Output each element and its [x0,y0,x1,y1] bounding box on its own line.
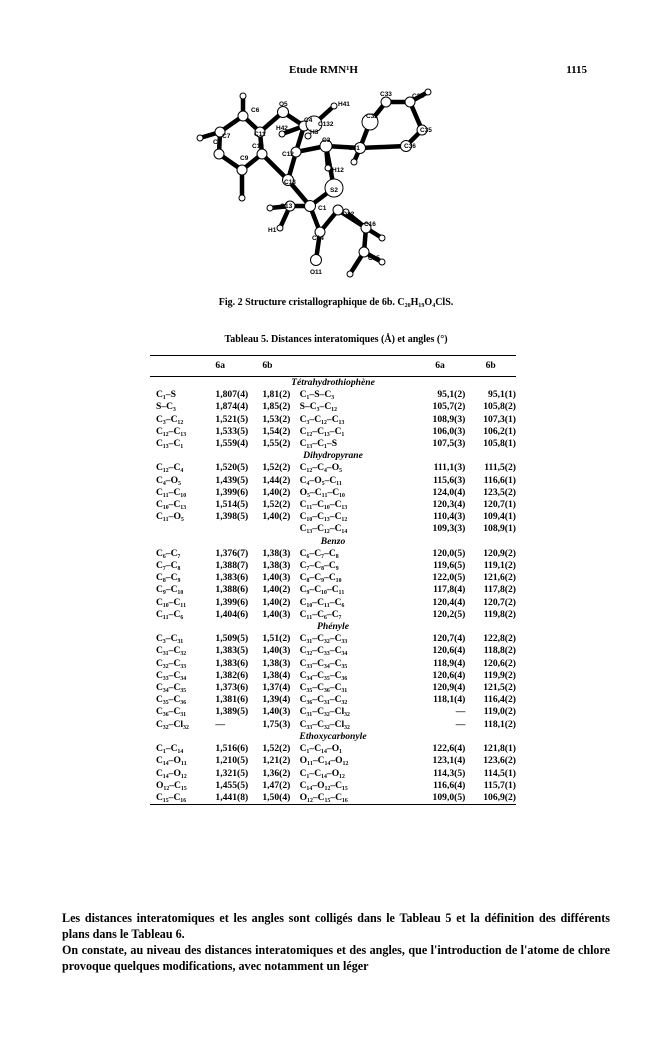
atom-label: C31 [348,145,360,152]
atom-circle [351,159,357,165]
table-cell: C₃₄–C₃₅ [156,682,187,694]
table-cell: 1,21(2) [262,755,291,767]
atom-label: C6 [251,107,260,114]
table-cell: 1,39(4) [262,694,291,706]
table-cell: C₃₃–C₃₄–C₃₅ [299,657,348,669]
table-row [150,658,516,670]
table-cell: 116,4(2) [483,694,516,706]
table-cell: 1,52(2) [262,499,291,511]
table-cell: — [215,718,226,730]
table-cell: 1,321(5) [215,767,249,779]
table-cell: 1,383(5) [215,645,249,657]
atom-label: H3 [310,129,319,136]
table-row [150,645,516,657]
atom-label: H1 [268,227,277,234]
table-cell: 1,516(6) [215,743,249,755]
atom-label: C12 [282,151,294,158]
col-header [300,356,415,377]
table-cell: C₃₅–C₃₆ [156,694,187,706]
table-cell: 120,6(2) [483,657,516,669]
table-cell: 116,6(4) [433,779,466,791]
table-cell: 1,441(8) [209,792,262,805]
atom-circle [347,271,353,277]
table-cell: 1,373(6) [215,682,249,694]
table-cell: 109,3(3) [432,523,466,535]
atom-label: S2 [330,187,338,194]
table-row [150,719,516,731]
paragraph: Les distances interatomiques et les angles sont colligés dans le Tableau 5 et la définition des différents plans dans le Tableau 6. [62,911,610,941]
table-cell: 1,40(2) [262,511,291,523]
bond-line [360,146,406,148]
table-row [150,487,516,499]
table-cell: 1,404(6) [215,608,249,620]
atom-label: C1 [318,205,327,212]
table-cell: 1,874(4) [215,401,249,413]
table-row [150,609,516,621]
atom-circle [214,149,224,159]
table-header-row [150,356,516,377]
table-row [150,755,516,767]
table-cell: S–C₃ [156,401,176,413]
table-cell: C₁₁–C₁₀ [156,486,187,498]
table-cell: C₇–C₈–C₉ [299,560,339,572]
table-cell: C₁₄–O₁₂ [156,767,187,779]
atom-label: C15 [368,255,380,262]
table-cell: C₄–O₅–C₁₁ [299,474,343,486]
table-cell: C₁₂–C₁₃ [156,425,187,437]
atom-circle [278,107,289,118]
table-cell: 1,55(2) [262,438,291,450]
table-cell: 115,7(1) [483,779,516,791]
atom-circle [305,201,316,212]
table-cell: 123,6(2) [483,755,516,767]
table-cell: 118,8(2) [483,645,516,657]
table-cell: C₁–C₁₄ [156,743,184,755]
table-row [150,523,516,535]
table-cell: C₁₁–O₅ [156,511,184,523]
table-cell: 119,8(2) [483,608,516,620]
table-cell: O₅–C₁₁–C₁₀ [299,486,345,498]
atom-label: C9 [240,155,249,162]
atom-label: C132 [318,121,334,128]
atom-label: C32 [366,113,378,120]
table-cell: 120,9(4) [432,682,466,694]
table-cell: 105,8(2) [483,401,516,413]
table-cell: 1,50(4) [262,792,299,805]
table-row [150,475,516,487]
table-row [150,633,516,645]
table-cell: 109,4(1) [483,511,516,523]
table-cell: 120,6(4) [432,669,466,681]
atom-label: C10 [252,143,264,150]
table-cell: C₉–C₁₀–C₁₁ [299,584,345,596]
table-cell: C₃₃–C₃₂–Cl₃₂ [299,718,350,730]
table-row [150,792,516,805]
table-cell: 1,40(3) [262,645,291,657]
table-cell: C₃₆–C₃₁–C₃₂ [299,694,348,706]
atom-label: C33 [380,91,392,98]
table-cell: 1,81(2) [262,389,291,401]
table-cell: C₁₃–C₁ [156,438,184,450]
table-cell: C₁₀–C₁₁–C₆ [299,596,345,608]
atom-circle [267,205,273,211]
table-row [150,670,516,682]
atom-label: C14 [312,235,324,242]
table-cell [262,523,299,535]
table-cell: 119,1(2) [483,560,516,572]
table-cell: C₁₁–C₆ [156,608,184,620]
table-cell: 1,52(2) [262,743,291,755]
atom-label: C7 [222,133,231,140]
table-row [150,462,516,474]
atom-circle [325,165,331,171]
table-cell: C₁–C₁₄–O₁₂ [299,767,345,779]
table-cell: 118,9(4) [433,657,466,669]
table-cell: 1,47(2) [262,779,291,791]
table-cell: 1,36(2) [262,767,291,779]
atom-label: C35 [420,127,432,134]
table-cell: 1,389(5) [215,706,249,718]
table-cell: 120,7(2) [483,596,516,608]
table-cell: 122,6(4) [432,743,466,755]
table-cell: C₁₁–C₁₀–C₁₃ [299,499,348,511]
section-title-row [150,377,516,390]
table-cell: O₁₁–C₁₄–O₁₂ [299,755,349,767]
atom-label: O12 [342,211,355,218]
table-cell: 1,38(3) [262,560,291,572]
table-row [150,682,516,694]
table-row [150,584,516,596]
table-cell: 117,8(2) [483,584,516,596]
table-cell: 1,38(3) [262,547,291,559]
table-cell: 118,1(2) [483,718,516,730]
table-row [150,414,516,426]
table-cell: C₈–C₉–C₁₀ [299,572,342,584]
table-cell: 1,398(5) [215,511,249,523]
table-cell: 1,85(2) [262,401,291,413]
section-title: Benzo [320,535,346,547]
table-cell: 1,807(4) [215,389,249,401]
table-row [150,401,516,413]
table-cell: C₁₅–C₁₆ [150,792,209,805]
table-cell: 1,399(6) [215,596,249,608]
crystal-structure-figure [196,88,436,308]
table-cell: 120,0(5) [432,547,466,559]
table-cell: C₃–C₁₂ [156,413,184,425]
table-cell: 1,38(4) [262,669,291,681]
atom-label: C16 [364,221,376,228]
table-cell: 1,533(5) [215,425,249,437]
section-title: Tétrahydrothiophène [291,377,375,388]
table-cell: O₁₂–C₁₅ [156,779,187,791]
table-cell: 110,4(3) [433,511,466,523]
table-row [150,511,516,523]
atom-label: C11 [254,131,266,138]
table-cell: 117,8(4) [433,584,466,596]
table-cell: 1,455(5) [215,779,249,791]
table-cell: 121,5(2) [483,682,516,694]
table-cell: C₁–S–C₃ [299,389,335,401]
atom-circle [331,103,337,109]
table-cell: 120,9(2) [483,547,516,559]
table-cell: C₃₁–C₃₂ [156,645,187,657]
figure-caption: Fig. 2 Structure cristallographique de 6b. C₂₀H₁₉O₄ClS. [218,297,454,308]
table-cell: 119,0(2) [483,706,516,718]
atom-label: C13 [284,179,296,186]
table-cell: — [455,718,466,730]
table-cell: O₁₂–C₁₅–C₁₆ [300,792,415,805]
table-cell: 95,1(1) [488,389,516,401]
col-header-6a: 6a [415,356,466,377]
table-cell: C₃₅–C₃₆–C₃₁ [299,682,348,694]
table-row [150,499,516,511]
table-cell: 95,1(2) [437,389,466,401]
distances-angles-table [150,355,516,805]
paragraph: On constate, au niveau des distances interatomiques et des angles, que l'introduction de l'atome de chlore provoque quelques modifications, avec notamment un léger [62,943,610,973]
section-title-row [150,450,516,462]
table-cell: 118,1(4) [433,694,466,706]
page-number: 1115 [566,64,587,76]
table-cell: 120,6(4) [432,645,466,657]
table-cell: 1,381(6) [215,694,249,706]
table-cell: 116,6(1) [483,474,516,486]
table-cell: C₃₃–C₃₄ [156,669,187,681]
table-cell: C₈–C₉ [156,572,181,584]
table-cell: 1,40(2) [262,596,291,608]
atom-label: C36 [404,143,416,150]
table-cell: 1,382(6) [215,669,249,681]
col-header-6b: 6b [465,356,516,377]
table-row [150,706,516,718]
table-cell: C₃₂–C₃₃ [156,657,187,669]
table-cell: 1,40(3) [262,706,291,718]
table-cell: 1,509(5) [215,633,249,645]
table-cell: 122,0(5) [432,572,466,584]
table-cell: 1,376(7) [215,547,249,559]
table-cell: C₉–C₁₀ [156,584,184,596]
atom-label: C34 [412,93,424,100]
table-row [150,597,516,609]
table-cell: 120,7(4) [432,633,466,645]
table-cell: 1,51(2) [262,633,291,645]
table-cell: 108,9(3) [432,413,466,425]
col-header [150,356,209,377]
table-cell: 105,8(1) [483,438,516,450]
table-cell: S–C₃–C₁₂ [299,401,338,413]
table-cell: 123,5(2) [483,486,516,498]
col-header-6a: 6a [209,356,262,377]
table-cell: C₆–C₇–C₈ [299,547,339,559]
table-cell: 1,559(4) [215,438,249,450]
table-cell: 1,52(2) [262,462,291,474]
table-row [150,768,516,780]
table-cell: 109,0(5) [415,792,466,805]
table-row [150,389,516,401]
table-cell: 1,40(3) [262,572,291,584]
table-row [150,548,516,560]
table-cell: C₁₃–C₁₂–C₁₄ [299,523,348,535]
section-title-row [150,536,516,548]
atom-circle [238,111,248,121]
table-cell: C₃₁–C₃₂–Cl₃₂ [299,706,350,718]
table-cell: 120,4(4) [432,596,466,608]
table-cell: 120,2(5) [432,608,466,620]
section-title-row [150,621,516,633]
table-cell: — [455,706,466,718]
atom-label: O11 [310,269,322,276]
table-cell: 1,521(5) [215,413,249,425]
table-cell: 124,0(4) [432,486,466,498]
table-cell: C₆–C₇ [156,547,181,559]
table-cell: C₃₂–Cl₃₂ [156,718,189,730]
table-cell: 114,3(5) [433,767,466,779]
atom-circle [237,165,247,175]
table-cell: 1,75(3) [262,718,291,730]
table-cell: 1,44(2) [262,474,291,486]
table-cell: 1,40(2) [262,486,291,498]
atom-circle [425,89,431,95]
table-cell: 1,520(5) [215,462,249,474]
table-cell: 1,37(4) [262,682,291,694]
col-header-6b: 6b [262,356,299,377]
table-cell: C₇–C₈ [156,560,181,572]
table-cell: C₁₄–O₁₁ [156,755,187,767]
table-cell: C₁₄–O₁₂–C₁₅ [299,779,348,791]
table-row [150,426,516,438]
atom-label: H41 [338,101,350,108]
table-cell: 1,383(6) [215,572,249,584]
table-cell: 119,9(2) [483,669,516,681]
table-cell: 108,9(1) [483,523,516,535]
table-cell: 1,54(2) [262,425,291,437]
table-cell: 107,3(1) [483,413,516,425]
atom-label: H12 [332,167,344,174]
section-title-row [150,731,516,743]
table-cell [150,523,209,535]
table-cell: 1,514(5) [215,499,249,511]
atom-circle [311,255,322,266]
table-cell: C₃–C₁₂–C₁₃ [299,413,345,425]
table-cell: 105,7(2) [432,401,466,413]
table-row [150,743,516,755]
table-cell: C₁₂–C₁₃–C₁ [299,425,345,437]
atom-label: H42 [276,125,288,132]
table-cell: 121,8(1) [483,743,516,755]
table-cell: C₁₁–C₆–C₇ [299,608,342,620]
table-cell: 106,9(2) [465,792,516,805]
table-cell: 1,399(6) [215,486,249,498]
table-cell: C₃–C₃₁ [156,633,184,645]
table-cell: 106,0(3) [432,425,466,437]
atom-label: O5 [279,101,288,108]
table-cell: C₄–O₅ [156,474,181,486]
atom-circle [257,149,267,159]
section-title: Dihydropyrane [303,450,363,462]
atom-circle [197,135,203,141]
table-cell: 1,210(5) [215,755,249,767]
atom-circle [240,93,246,99]
atom-circle [381,97,391,107]
table-cell: 1,40(2) [262,584,291,596]
table-cell: 1,388(7) [215,560,249,572]
table-cell: 111,5(2) [484,462,516,474]
table-cell: C₃₂–C₃₃–C₃₄ [299,645,348,657]
table-cell: 1,38(3) [262,657,291,669]
table-cell: 114,5(1) [483,767,516,779]
table-cell: C₃₆–C₃₁ [156,706,187,718]
table-cell: C₁₀–C₁₃–C₁₂ [299,511,348,523]
section-title: Phényle [317,621,349,633]
table-cell: 1,388(6) [215,584,249,596]
table-cell [209,523,262,535]
atom-label: C3 [322,137,331,144]
table-cell: 1,53(2) [262,413,291,425]
table-cell: 120,7(1) [483,499,516,511]
atom-circle [277,225,283,231]
table-cell: 123,1(4) [432,755,466,767]
table-cell: 1,439(5) [215,474,249,486]
table-cell: C₁₀–C₁₁ [156,596,187,608]
running-title: Etude RMN¹H [289,64,358,76]
table-cell: C₁–C₁₄–O₁ [299,743,343,755]
table-cell: 115,6(3) [433,474,466,486]
atom-label: C8 [213,139,222,146]
atom-label: O13 [280,203,293,210]
table-cell: 111,1(3) [433,462,466,474]
table-cell: 107,5(3) [432,438,466,450]
table-cell: C₃₄–C₃₅–C₃₆ [299,669,348,681]
table-row [150,694,516,706]
atom-circle [379,235,385,241]
table-cell: 122,8(2) [483,633,516,645]
table-cell: C₃₁–C₃₂–C₃₃ [299,633,348,645]
table-cell: 1,383(6) [215,657,249,669]
table-cell: C₁₂–C₄–O₅ [299,462,343,474]
table-cell: 121,6(2) [483,572,516,584]
atom-circle [239,195,245,201]
table-cell: 1,40(3) [262,608,291,620]
section-title: Ethoxycarbonyle [299,730,367,742]
table-cell: C₁₃–C₁–S [299,438,338,450]
table-cell: C₁–S [156,389,176,401]
table-row [150,438,516,450]
table-cell: 106,2(1) [483,425,516,437]
table-row [150,560,516,572]
table-cell: C₁₀–C₁₃ [156,499,187,511]
table-cell: C₁₂–C₄ [156,462,184,474]
table-row [150,780,516,792]
table-cell: 119,6(5) [433,560,466,572]
table-row [150,572,516,584]
table-cell: 120,3(4) [432,499,466,511]
table-caption: Tableau 5. Distances interatomiques (Å) et angles (°) [224,334,448,345]
running-header [0,64,672,80]
atom-label: C4 [304,117,313,124]
